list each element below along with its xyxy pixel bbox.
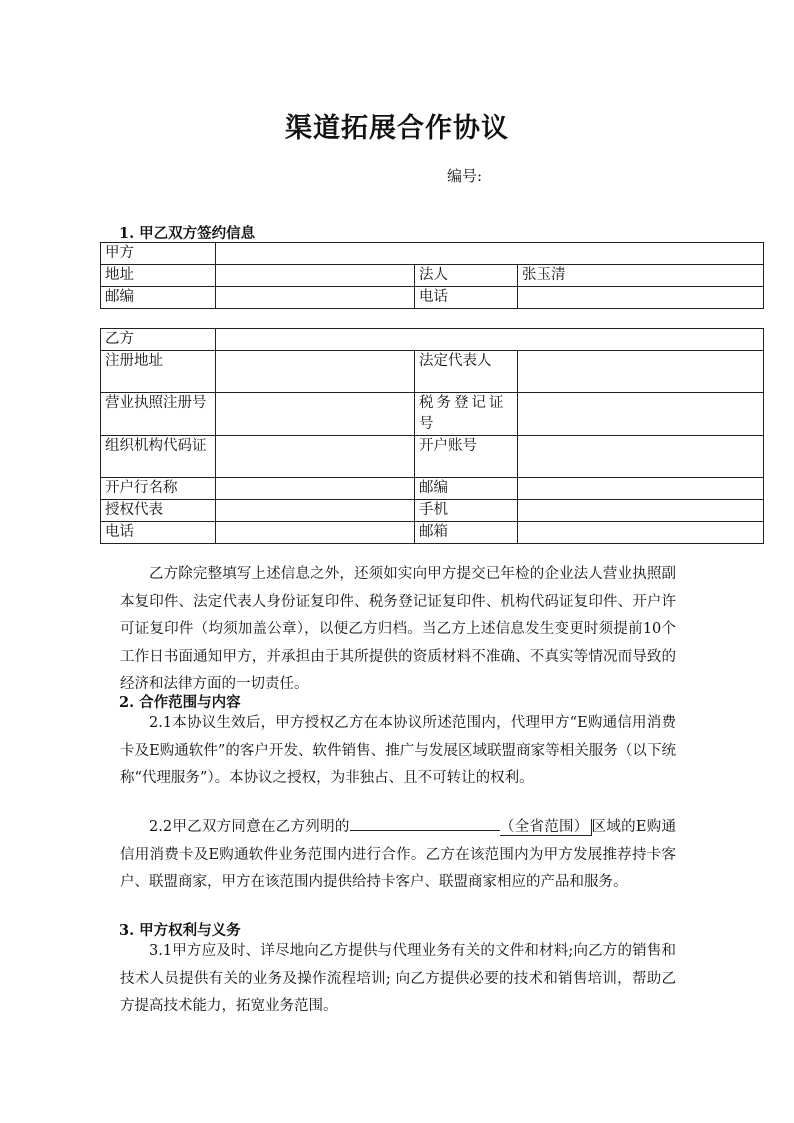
party-b-phone-label: 电话 [101, 522, 216, 544]
party-b-tax-label: 税务登记证号 [415, 393, 518, 436]
document-number-label: 编号: [447, 167, 483, 185]
party-b-email-value[interactable] [518, 522, 764, 544]
paragraph-2-1: 2.1本协议生效后，甲方授权乙方在本协议所述范围内，代理甲方“E购通信用消费卡及E购通软件”的客户开发、软件销售、推广与发展区域联盟商家等相关服务（以下统称“代理服务”）。本协议之授权，为非独占、且不可转让的权利。 [120, 715, 676, 786]
party-b-label: 乙方 [101, 329, 216, 351]
party-b-postcode-label: 邮编 [415, 478, 518, 500]
section-3-heading: 3. 甲方权利与义务 [119, 922, 241, 939]
section-2-heading: 2. 合作范围与内容 [119, 694, 241, 711]
section-1-heading: 1. 甲乙双方签约信息 [119, 225, 256, 242]
party-b-auth-rep-label: 授权代表 [101, 500, 216, 522]
party-b-postcode-value[interactable] [518, 478, 764, 500]
paragraph-2-2 [120, 814, 676, 897]
party-a-legal-person-value[interactable]: 张玉清 [518, 265, 764, 287]
party-a-phone-value[interactable] [518, 287, 764, 309]
party-a-legal-person-label: 法人 [415, 265, 518, 287]
party-a-phone-label: 电话 [415, 287, 518, 309]
party-b-mobile-value[interactable] [518, 500, 764, 522]
party-b-tax-value[interactable] [518, 393, 764, 436]
party-b-legal-rep-value[interactable] [518, 351, 764, 393]
party-b-reg-address-label: 注册地址 [101, 351, 216, 393]
party-a-address-value[interactable] [216, 265, 415, 287]
party-b-license-label: 营业执照注册号 [101, 393, 216, 436]
party-b-phone-value[interactable] [216, 522, 415, 544]
party-b-org-code-label: 组织机构代码证 [101, 436, 216, 478]
party-a-postcode-value[interactable] [216, 287, 415, 309]
party-b-org-code-value[interactable] [216, 436, 415, 478]
region-scope-value: （全省范围） [500, 819, 592, 836]
party-b-table [100, 328, 764, 544]
party-b-bank-value[interactable] [216, 478, 415, 500]
paragraph-qualification: 乙方除完整填写上述信息之外，还须如实向甲方提交已年检的企业法人营业执照副本复印件、法定代表人身份证复印件、税务登记证复印件、机构代码证复印件、开户许可证复印件（均须加盖公章），以便乙方归档。当乙方上述信息发生变更时须提前10个工作日书面通知甲方，并承担由于其所提供的资质材料不准确、不真实等情况而导致的经济和法律方面的一切责任。 [120, 566, 676, 692]
party-b-bank-label: 开户行名称 [101, 478, 216, 500]
region-blank-line[interactable] [350, 818, 500, 831]
party-a-address-label: 地址 [101, 265, 216, 287]
party-b-value[interactable] [216, 329, 764, 351]
party-a-value[interactable] [216, 243, 764, 265]
party-b-account-label: 开户账号 [415, 436, 518, 478]
paragraph-2-2-start: 2.2甲乙双方同意在乙方列明的 [149, 819, 350, 835]
party-b-reg-address-value[interactable] [216, 351, 415, 393]
document-title: 渠道拓展合作协议 [285, 113, 509, 144]
party-a-postcode-label: 邮编 [101, 287, 216, 309]
paragraph-3-1: 3.1甲方应及时、详尽地向乙方提供与代理业务有关的文件和材料;向乙方的销售和技术人员提供有关的业务及操作流程培训; 向乙方提供必要的技术和销售培训，帮助乙方提高技术能力，拓宽业务范围。 [120, 943, 676, 1014]
party-b-mobile-label: 手机 [415, 500, 518, 522]
party-b-license-value[interactable] [216, 393, 415, 436]
party-a-label: 甲方 [101, 243, 216, 265]
party-b-email-label: 邮箱 [415, 522, 518, 544]
paragraph-2-2-end: 区域的E购通信用消费卡及E购通软件业务范围内进行合作。乙方在该范围内为甲方发展推荐持卡客户、联盟商家，甲方在该范围内提供给持卡客户、联盟商家相应的产品和服务。 [120, 819, 677, 890]
party-b-account-value[interactable] [518, 436, 764, 478]
party-b-legal-rep-label: 法定代表人 [415, 351, 518, 393]
party-a-table [100, 242, 764, 309]
party-b-auth-rep-value[interactable] [216, 500, 415, 522]
